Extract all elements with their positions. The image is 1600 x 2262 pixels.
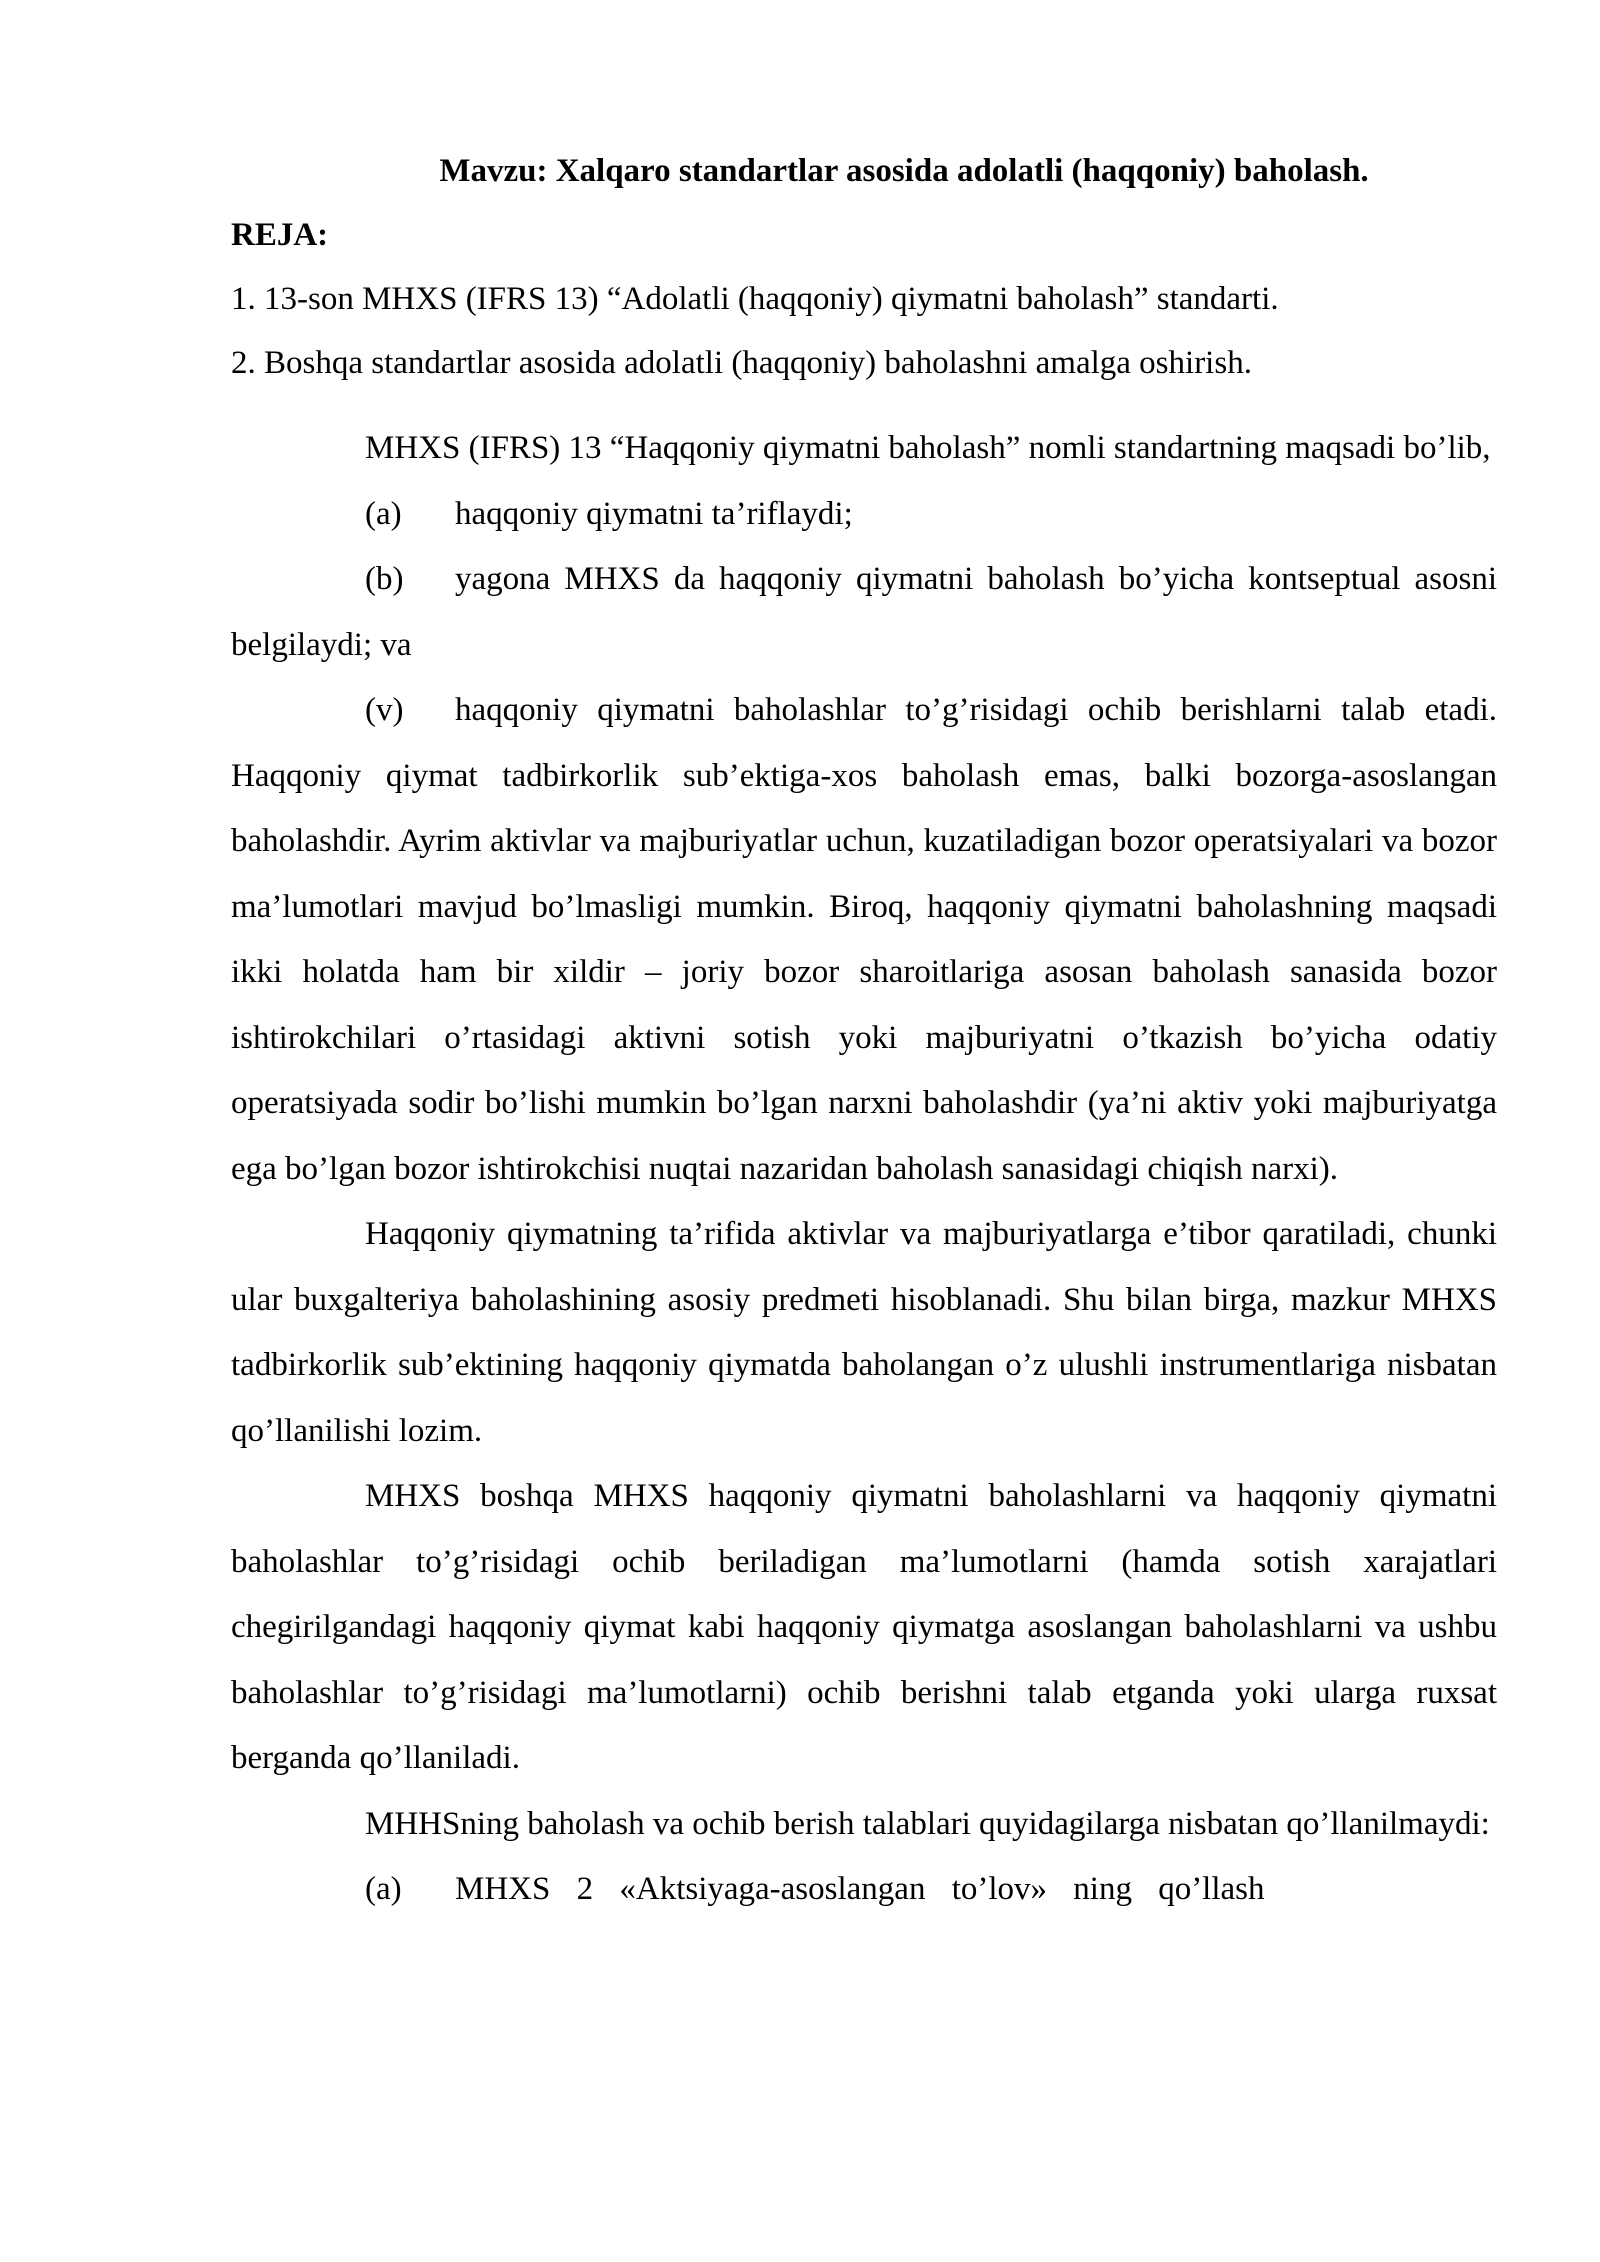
item-text: yagona MHXS da haqqoniy qiymatni baholash bo’yicha kontseptual asosni belgilaydi; va [231,561,1497,663]
document-title: Mavzu: Xalqaro standartlar asosida adolatli (haqqoniy) baholash. [439,153,1369,189]
paragraph-exclusions: MHHSning baholash va ochib berish talablari quyidagilarga nisbatan qo’llanilmaydi: [365,1805,1490,1842]
intro-paragraph: MHXS (IFRS) 13 “Haqqoniy qiymatni baholash” nomli standartning maqsadi bo’lib, [365,430,1491,466]
item-letter: (b) [365,561,404,597]
plan-item-2: 2. Boshqa standartlar asosida adolatli (haqqoniy) baholashni amalga oshirish. [231,345,1252,381]
item-text: haqqoniy qiymatni ta’riflaydi; [455,495,853,532]
plan-item-1: 1. 13-son MHXS (IFRS 13) “Adolatli (haqqoniy) qiymatni baholash” standarti. [231,281,1279,317]
item-letter: (a) [365,495,402,532]
objective-item-a [231,482,1497,548]
item-letter: (a) [365,1871,402,1907]
objective-item-v [231,678,1497,1202]
item-letter: (v) [365,692,404,728]
plan-heading: REJA: [231,217,329,253]
exclusion-item-a [231,1857,1497,1923]
paragraph-definition: Haqqoniy qiymatning ta’rifida aktivlar va majburiyatlarga e’tibor qaratiladi, chunki ular buxgalteriya baholashining asosiy predmeti hisoblanadi. Shu bilan birga, mazkur MHXS tadbirkorlik sub’ektining haqqoniy qiymatda baholangan o’z ulushli instrumentlariga nisbatan qo’llanilishi lozim. [231,1216,1497,1449]
item-text: MHXS 2 «Aktsiyaga-asoslangan to’lov» ning qo’llash [455,1871,1265,1907]
item-text: haqqoniy qiymatni baholashlar to’g’risidagi ochib berishlarni talab etadi. Haqqoniy qiymat tadbirkorlik sub’ektiga-xos baholash emas, balki bozorga-asoslangan baholashdir. Ayrim aktivlar va majburiyatlar uchun, kuzatiladigan bozor operatsiyalari va bozor ma’lumotlari mavjud bo’lmasligi mumkin. Biroq, haqqoniy qiymatni baholashning maqsadi ikki holatda ham bir xildir – joriy bozor sharoitlariga asosan baholash sanasida bozor ishtirokchilari o’rtasidagi aktivni sotish yoki majburiyatni o’tkazish bo’yicha odatiy operatsiyada sodir bo’lishi mumkin bo’lgan narxni baholashdir (ya’ni aktiv yoki majburiyatga ega bo’lgan bozor ishtirokchisi nuqtai nazaridan baholash sanasidagi chiqish narxi). [231,692,1497,1187]
document-body [231,148,1497,1923]
objective-item-b [231,547,1497,678]
paragraph-scope: MHXS boshqa MHXS haqqoniy qiymatni baholashlarni va haqqoniy qiymatni baholashlar to’g’risidagi ochib beriladigan ma’lumotlarni (hamda sotish xarajatlari chegirilgandagi haqqoniy qiymat kabi haqqoniy qiymatga asoslangan baholashlarni va ushbu baholashlar to’g’risidagi ma’lumotlarni) ochib berishni talab etganda yoki ularga ruxsat berganda qo’llaniladi. [231,1478,1497,1776]
